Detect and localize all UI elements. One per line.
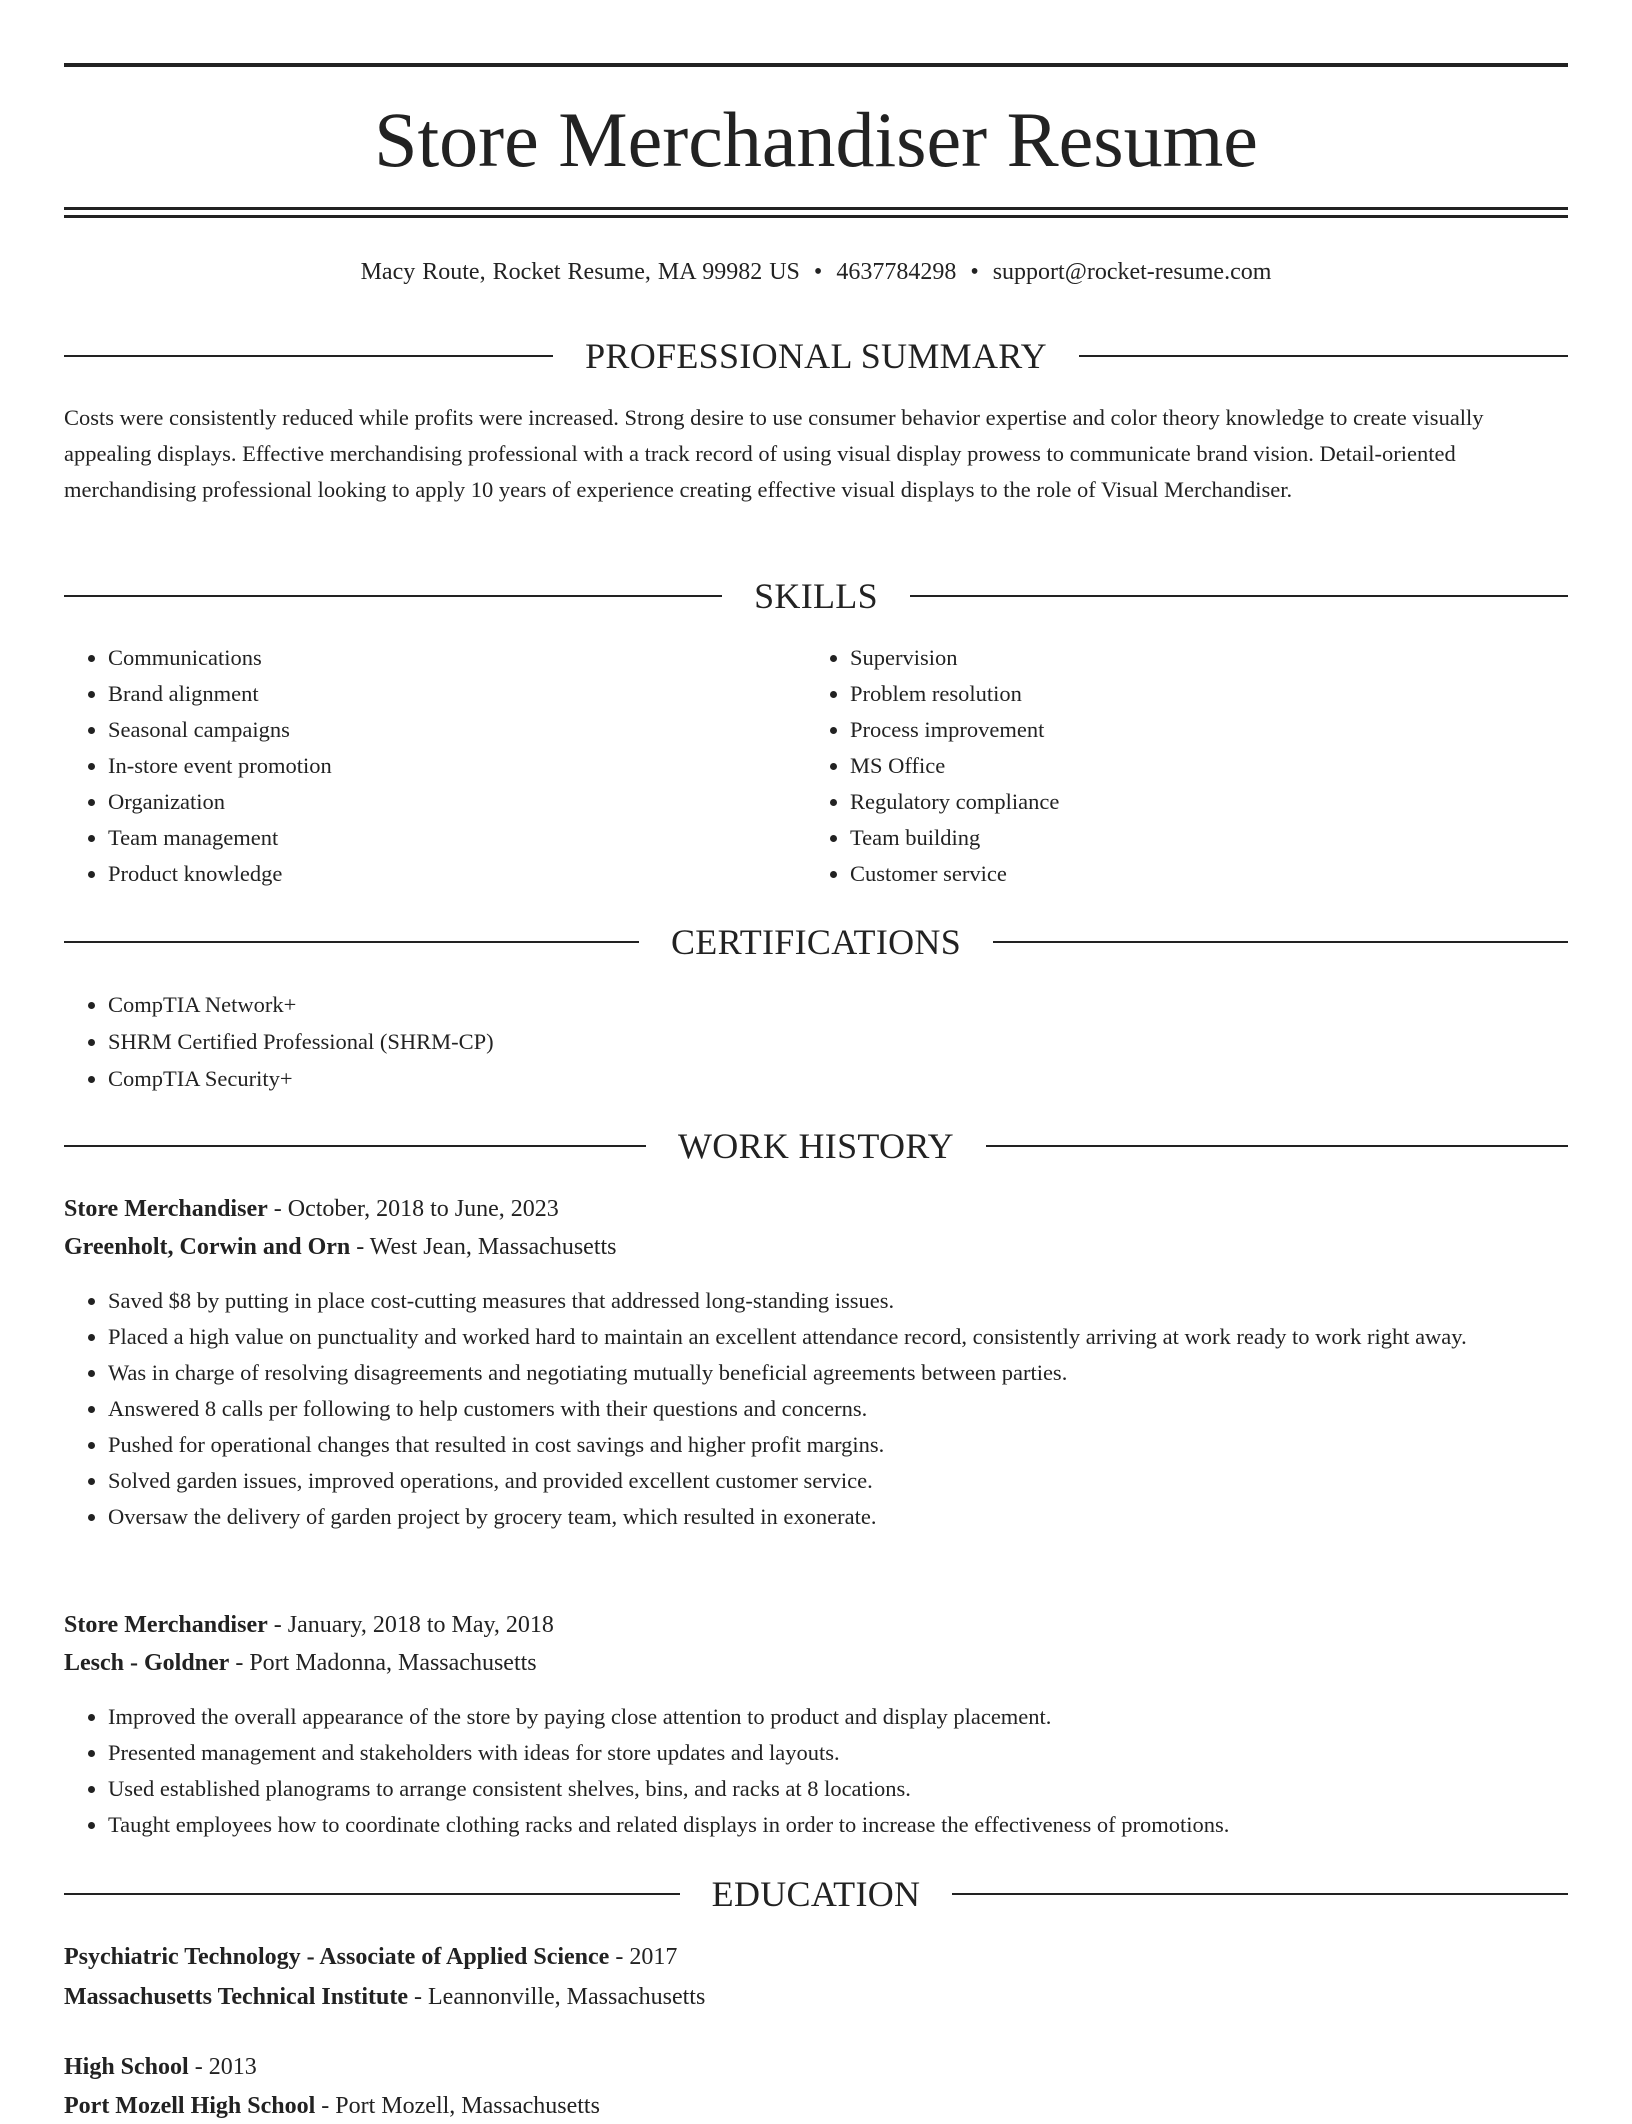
summary-text: Costs were consistently reduced while profits were increased. Strong desire to use consumer behavior expertise and color theory knowledge to create visually appealing displays. Effective merchandising professional with a track record of using visual display prowess to communicate brand vision. Detail-oriented merchandising professional looking to apply 10 years of experience creating effective visual displays to the role of Visual Merchandiser. <box>64 405 1484 502</box>
skill-item: • Supervision <box>850 640 1550 676</box>
title-rule-upper <box>64 207 1568 210</box>
job-bullets <box>64 1699 1608 1843</box>
page-title: Store Merchandiser Resume <box>374 96 1258 183</box>
contact-line <box>64 254 1568 290</box>
education-year: - 2017 <box>615 1944 678 1970</box>
education-year: - 2013 <box>194 2054 257 2080</box>
education-school-line <box>64 1979 705 2015</box>
education-degree: High School <box>64 2054 189 2080</box>
contact-separator: • <box>813 259 823 285</box>
title-rule-lower <box>64 215 1568 218</box>
education-school: Port Mozell High School <box>64 2093 316 2119</box>
skill-item: • Regulatory compliance <box>850 784 1550 820</box>
skill-item: • Process improvement <box>850 712 1550 748</box>
skill-item: • Customer service <box>850 856 1550 892</box>
job-bullet: • Taught employees how to coordinate clothing racks and related displays in order to increase the effectiveness of promotions. <box>108 1807 1608 1843</box>
section-education-heading <box>64 1872 1568 1916</box>
certification-item: • CompTIA Security+ <box>108 1060 1608 1097</box>
job-bullet: • Oversaw the delivery of garden project by grocery team, which resulted in exonerate. <box>108 1499 1608 1535</box>
section-skills-title: SKILLS <box>754 576 878 616</box>
education-school-line <box>64 2088 600 2124</box>
top-rule <box>64 63 1568 67</box>
job-company: Greenholt, Corwin and Orn <box>64 1234 351 1260</box>
section-summary-title: PROFESSIONAL SUMMARY <box>585 336 1047 376</box>
contact-address: Macy Route, Rocket Resume, MA 99982 US <box>360 259 800 285</box>
skill-item: • In-store event promotion <box>108 748 808 784</box>
contact-phone: 4637784298 <box>836 259 957 285</box>
section-work-title: WORK HISTORY <box>678 1126 954 1166</box>
education-location: - Port Mozell, Massachusetts <box>321 2093 600 2119</box>
job-bullet: • Presented management and stakeholders with ideas for store updates and layouts. <box>108 1735 1608 1771</box>
job-bullet: • Answered 8 calls per following to help customers with their questions and concerns. <box>108 1391 1608 1427</box>
skills-list-right <box>806 640 1550 892</box>
job-bullets <box>64 1283 1608 1535</box>
certifications-list <box>64 986 1608 1097</box>
section-certifications-title: CERTIFICATIONS <box>670 922 962 962</box>
education-degree-line <box>64 2049 257 2085</box>
job-title-line <box>64 1191 559 1227</box>
job-bullet: • Pushed for operational changes that resulted in cost savings and higher profit margins. <box>108 1427 1608 1463</box>
skill-item: • Organization <box>108 784 808 820</box>
skill-item: • Seasonal campaigns <box>108 712 808 748</box>
job-company-line <box>64 1229 617 1265</box>
skill-item: • Problem resolution <box>850 676 1550 712</box>
job-bullet: • Saved $8 by putting in place cost-cutting measures that addressed long-standing issues. <box>108 1283 1608 1319</box>
job-bullet: • Used established planograms to arrange consistent shelves, bins, and racks at 8 locations. <box>108 1771 1608 1807</box>
job-bullet: • Improved the overall appearance of the store by paying close attention to product and display placement. <box>108 1699 1608 1735</box>
skills-list-left <box>64 640 808 892</box>
job-title: Store Merchandiser <box>64 1612 268 1638</box>
skill-item: • MS Office <box>850 748 1550 784</box>
job-location: - West Jean, Massachusetts <box>356 1234 617 1260</box>
contact-email: support@rocket-resume.com <box>992 259 1272 285</box>
section-work-heading <box>64 1124 1568 1168</box>
skill-item: • Team management <box>108 820 808 856</box>
job-bullet: • Was in charge of resolving disagreements and negotiating mutually beneficial agreements between parties. <box>108 1355 1608 1391</box>
skill-item: • Communications <box>108 640 808 676</box>
education-degree: Psychiatric Technology - Associate of Applied Science <box>64 1944 610 1970</box>
certification-item: • CompTIA Network+ <box>108 986 1608 1023</box>
education-degree-line <box>64 1939 677 1975</box>
section-certifications-heading <box>64 920 1568 964</box>
job-title-line <box>64 1607 554 1643</box>
education-school: Massachusetts Technical Institute <box>64 1984 409 2010</box>
section-education-title: EDUCATION <box>711 1874 921 1914</box>
job-dates: - January, 2018 to May, 2018 <box>273 1612 554 1638</box>
certification-item: • SHRM Certified Professional (SHRM-CP) <box>108 1023 1608 1060</box>
skill-item: • Brand alignment <box>108 676 808 712</box>
skill-item: • Team building <box>850 820 1550 856</box>
job-bullet: • Placed a high value on punctuality and worked hard to maintain an excellent attendance record, consistently arriving at work ready to work right away. <box>108 1319 1608 1355</box>
section-summary-heading <box>64 334 1568 378</box>
contact-separator: • <box>970 259 979 285</box>
section-skills-heading <box>64 574 1568 618</box>
education-location: - Leannonville, Massachusetts <box>414 1984 706 2010</box>
job-dates: - October, 2018 to June, 2023 <box>273 1196 559 1222</box>
job-company-line <box>64 1645 537 1681</box>
skill-item: • Product knowledge <box>108 856 808 892</box>
job-bullet: • Solved garden issues, improved operations, and provided excellent customer service. <box>108 1463 1608 1499</box>
job-location: - Port Madonna, Massachusetts <box>235 1650 537 1676</box>
job-company: Lesch - Goldner <box>64 1650 230 1676</box>
job-title: Store Merchandiser <box>64 1196 268 1222</box>
